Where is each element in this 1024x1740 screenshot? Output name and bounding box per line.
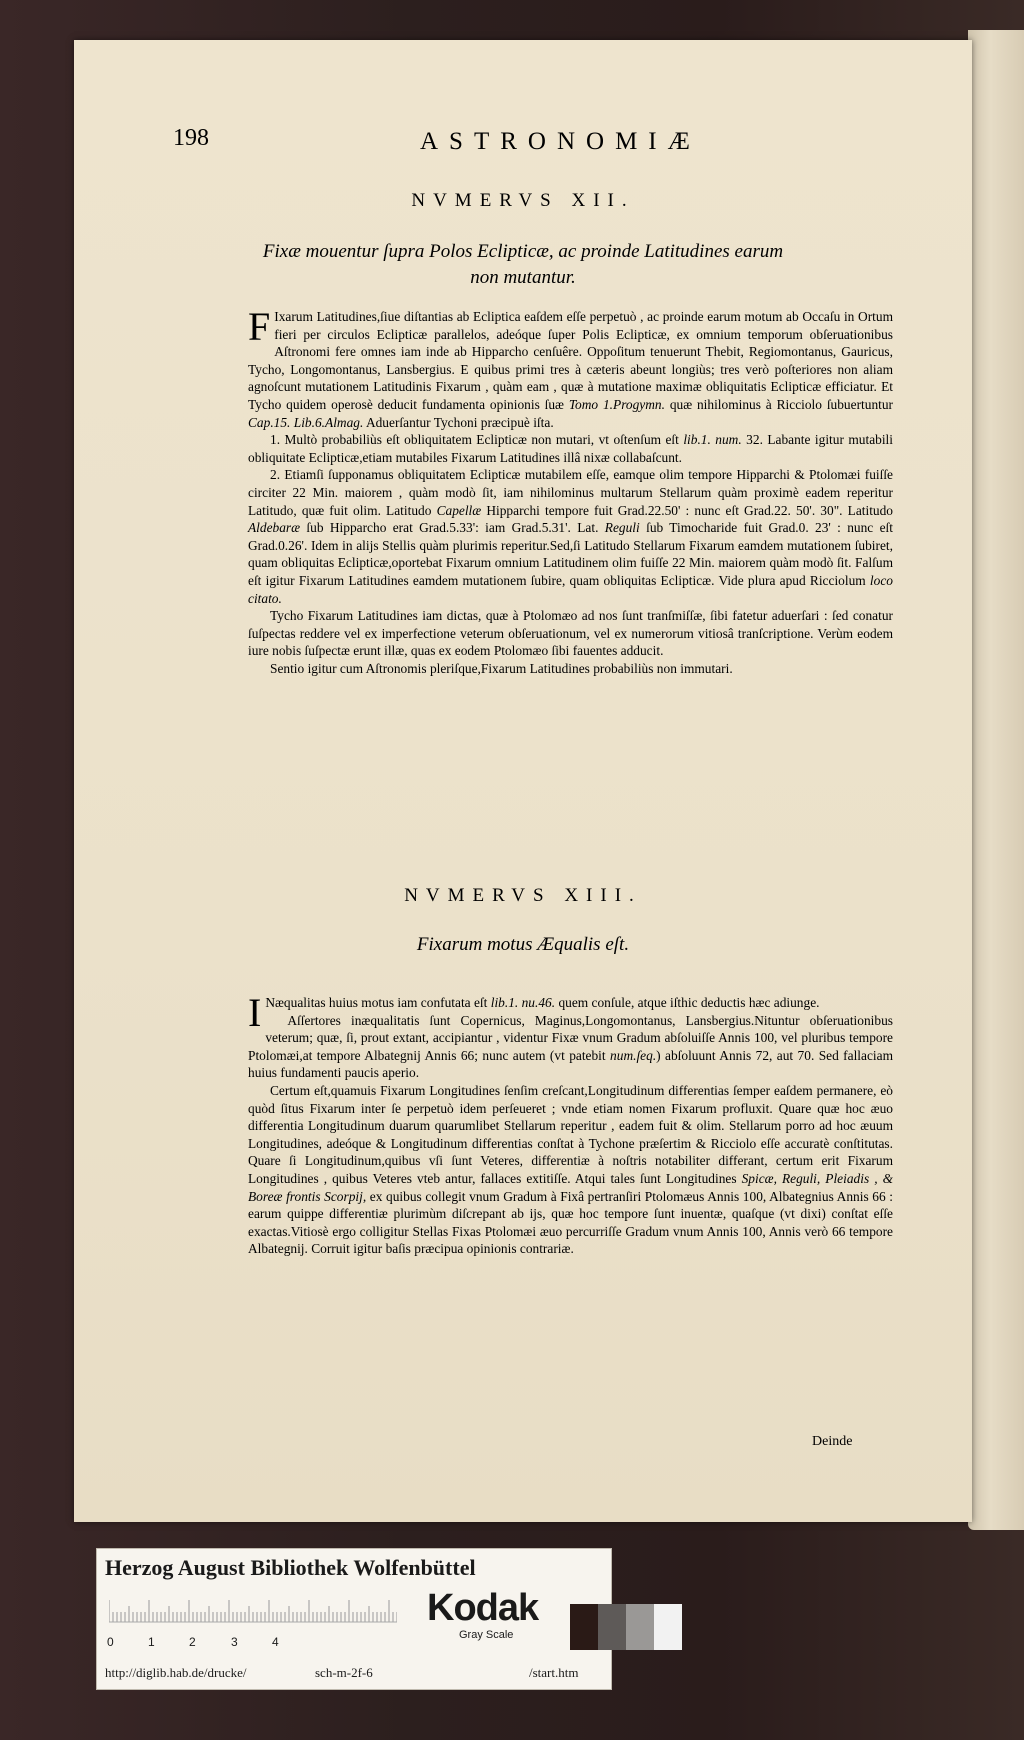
paragraph: Tycho Fixarum Latitudines iam dictas, quæ à Ptolomæo ad nos ſunt tranſmiſſæ, ſibi fatetur aduerſari : ſed conatur ſuſpectas reddere vel ex imperfectione veterum obſeruationum, vel ex numerorum vitiosâ tranſcriptione. Verùm eodem iure nobis ſuſpectæ erunt illæ, quas ex eodem Ptolomæo ſibi fauentes adducit. <box>248 608 893 659</box>
catchword: Deinde <box>812 1434 853 1449</box>
reference: Aldebaræ <box>248 520 301 536</box>
text: quem conſule, atque iſthic deductis hæc adiunge. <box>558 995 820 1010</box>
swatch <box>598 1604 626 1650</box>
section-13-title: NVMERVS XIII. <box>404 885 642 906</box>
section-12-body <box>248 304 894 677</box>
library-name: Herzog August Bibliothek Wolfenbüttel <box>105 1555 476 1580</box>
ruler-label: 3 <box>231 1635 238 1649</box>
text: Ixarum Latitudines,ſiue diſtantias ab Ecliptica eaſdem eſſe perpetuò , ac proinde earum motum ab Occaſu in Ortum fieri per circulos Eclipticæ parallelos, adeóque ſuper Polis Eclipticæ, ex omnium temporum obſeruationibus Aſtronomi fere omnes iam inde ab Hipparcho cenſuêre. Oppoſitum tenuerunt Thebit, Regiomontanus, Gauricus, Tycho, Longomontanus, Lansbergius. E quibus primi tres à cæteris abeunt longiùs; tres verò poſteriores non aliam agnoſcunt mutationem Latitudinis Fixarum , quàm eam , quæ à mutatione maximæ obliquitatis Eclipticæ efficiatur. Et Tycho quidem operosè deducit fundamenta opinionis ſuæ <box>248 309 893 412</box>
reference: lib.1. nu.46. <box>490 995 556 1010</box>
section-13-body <box>248 990 893 1258</box>
reference: Reguli <box>604 520 640 536</box>
paragraph <box>248 304 894 431</box>
text: Næqualitas huius motus iam confutata eſt <box>265 995 488 1010</box>
ruler-label: 0 <box>107 1635 114 1649</box>
running-head: ASTRONOMIÆ <box>420 128 701 155</box>
text: ſub Hipparcho erat Grad.5.33': iam Grad.5.31'. Lat. <box>306 520 599 536</box>
text: Hipparchi tempore fuit Grad.22.50' : nunc eſt Grad.22. 50'. 30". Latitudo <box>486 502 894 518</box>
ruler-label: 4 <box>272 1635 279 1649</box>
text: ) abſoluunt Annis 72, aut 70. Sed fallaciam huius fundamenti paucis aperio. <box>248 1047 893 1081</box>
reference: Cap.15. Lib.6.Almag. <box>248 414 364 430</box>
url-shelfmark: sch-m-2f-6 <box>315 1665 373 1680</box>
section-12-subtitle <box>74 239 972 291</box>
subtitle-line: non mutantur. <box>470 267 576 288</box>
text: 2. Etiamſi ſupponamus obliquitatem Eclipticæ mutabilem eſſe, eamque olim tempore Hipparchi & Ptolomæi fuiſſe circiter 22 Min. maiorem , quàm modò ſit, iam nihilominus multarum Stellarum quàm proximè eadem reperitur Latitudo, quæ fuit olim. Latitudo <box>248 467 893 518</box>
paragraph <box>248 990 893 1035</box>
reference: loco citato. <box>248 572 893 606</box>
section-13-subtitle: Fixarum motus Æqualis eſt. <box>416 934 630 955</box>
reference: lib.1. num. <box>683 432 742 448</box>
reference: Spicæ, Reguli, Pleiadis , & Boreæ frontis Scorpij, <box>248 1170 893 1204</box>
paragraph <box>248 431 893 466</box>
swatch <box>654 1604 682 1650</box>
ruler-scale <box>109 1599 397 1623</box>
text: 1. Multò probabiliùs eſt obliquitatem Eclipticæ non mutari, vt oſtenſum eſt <box>270 432 679 448</box>
kodak-logo: Kodak <box>427 1587 539 1629</box>
paragraph <box>248 466 893 607</box>
text: ex quibus collegit vnum Gradum à Fixâ pertranſiri Ptolomæus Annis 100, Albategnius Annis 66 : earum quippe differentiæ plurimùm diſcrepant ab ijs, quæ hoc tempore ſunt inuentæ, quaſque (vt dixi) conſtat eſſe exactas.Vitiosè ergo colligitur Stellas Fixas Ptolomæi æuo percurriſſe Gradum vnum Annis 100, Annis verò 66 tempore Albategnij. Corruit igitur baſis præcipua opinionis contrariæ. <box>248 1188 893 1257</box>
paragraph <box>248 1012 893 1082</box>
section-12-title: NVMERVS XII. <box>411 190 635 211</box>
reference: Tomo 1.Progymn. <box>568 396 665 412</box>
text: Certum eſt,quamuis Fixarum Longitudines ſenſim creſcant,Longitudinum differentias ſemper eaſdem permanere, eò quòd ſitus Fixarum inter ſe perpetuò idem perſeueret ; vnde etiam nomen Fixarum profluxit. Quare quæ hoc æuo differentia Longitudinum duarum quarumlibet Stellarum reperitur , eadem fuit & olim. Stellarum porro ad hoc æuum Longitudines, adeóque & Longitudinum differentias conſtat à Tychone præſertim & Ricciolo eſſe accuratè conſtitutas. Quare ſi Longitudinum,quibus vſi ſunt Veteres, differentiæ à noſtris notabiliter differant, certum erit Fixarum Longitudines , quibus Veteres vteb antur, fallaces extitiſſe. Atqui tales ſunt Longitudines <box>248 1082 893 1186</box>
subtitle-line: Fixæ mouentur ſupra Polos Eclipticæ, ac proinde Latitudines earum <box>262 241 784 262</box>
reference: Capellæ <box>436 502 482 518</box>
ruler-label: 2 <box>189 1635 196 1649</box>
reference: num.ſeq. <box>610 1047 657 1063</box>
url-page: /start.htm <box>529 1665 579 1680</box>
color-calibration-card <box>96 1548 612 1690</box>
drop-cap: F <box>248 304 271 349</box>
text: quæ nihilominus à Ricciolo ſubuertuntur <box>669 396 894 412</box>
text: 32. Labante igitur mutabili obliquitate Eclipticæ,etiam mutabiles Fixarum Latitudines illâ nixæ collabaſcunt. <box>248 432 893 465</box>
swatch <box>570 1604 598 1650</box>
text: Aduerſantur Tychoni præcipuè iſta. <box>365 414 554 430</box>
page-number: 198 <box>173 125 209 151</box>
gray-swatches <box>570 1604 682 1650</box>
text: Aſſertores inæqualitatis ſunt Copernicus, Maginus,Longomontanus, Lansbergius.Nituntur obſeruationibus veterum; quæ, ſi, prout extant, accipiantur , videntur Fixæ vnum Gradum abſoluiſſe Annis 100, vel pluribus tempore Ptolomæi,at tempore Albategnij Annis 66; nunc autem (vt patebit <box>248 1012 893 1063</box>
facing-page-edge <box>968 30 1024 1530</box>
swatch <box>626 1604 654 1650</box>
drop-cap: I <box>248 990 262 1035</box>
gray-scale-label: Gray Scale <box>459 1629 514 1641</box>
ruler-label: 1 <box>148 1635 155 1649</box>
text: ſub Timocharide fuit Grad.0. 23' : nunc eſt Grad.0.26'. Idem in alijs Stellis quàm plurimis reperitur.Sed,ſi Latitudo Stellarum Fixarum eamdem mutationem ſubiret, quam obliquitas Eclipticæ,oportebat Fixarum omnium Latitudinem olim fuiſſe 22 Min. maiorem quàm modò ſit. Falſum eſt igitur Fixarum Latitudines eamdem mutationem ſubire, quam obliquitas Eclipticæ. Vide plura apud Ricciolum <box>248 520 893 588</box>
paragraph: Sentio igitur cum Aſtronomis pleriſque,Fixarum Latitudines probabiliùs non immutari. <box>270 660 733 676</box>
url-base: http://diglib.hab.de/drucke/ <box>105 1665 247 1680</box>
paragraph <box>248 1082 893 1258</box>
